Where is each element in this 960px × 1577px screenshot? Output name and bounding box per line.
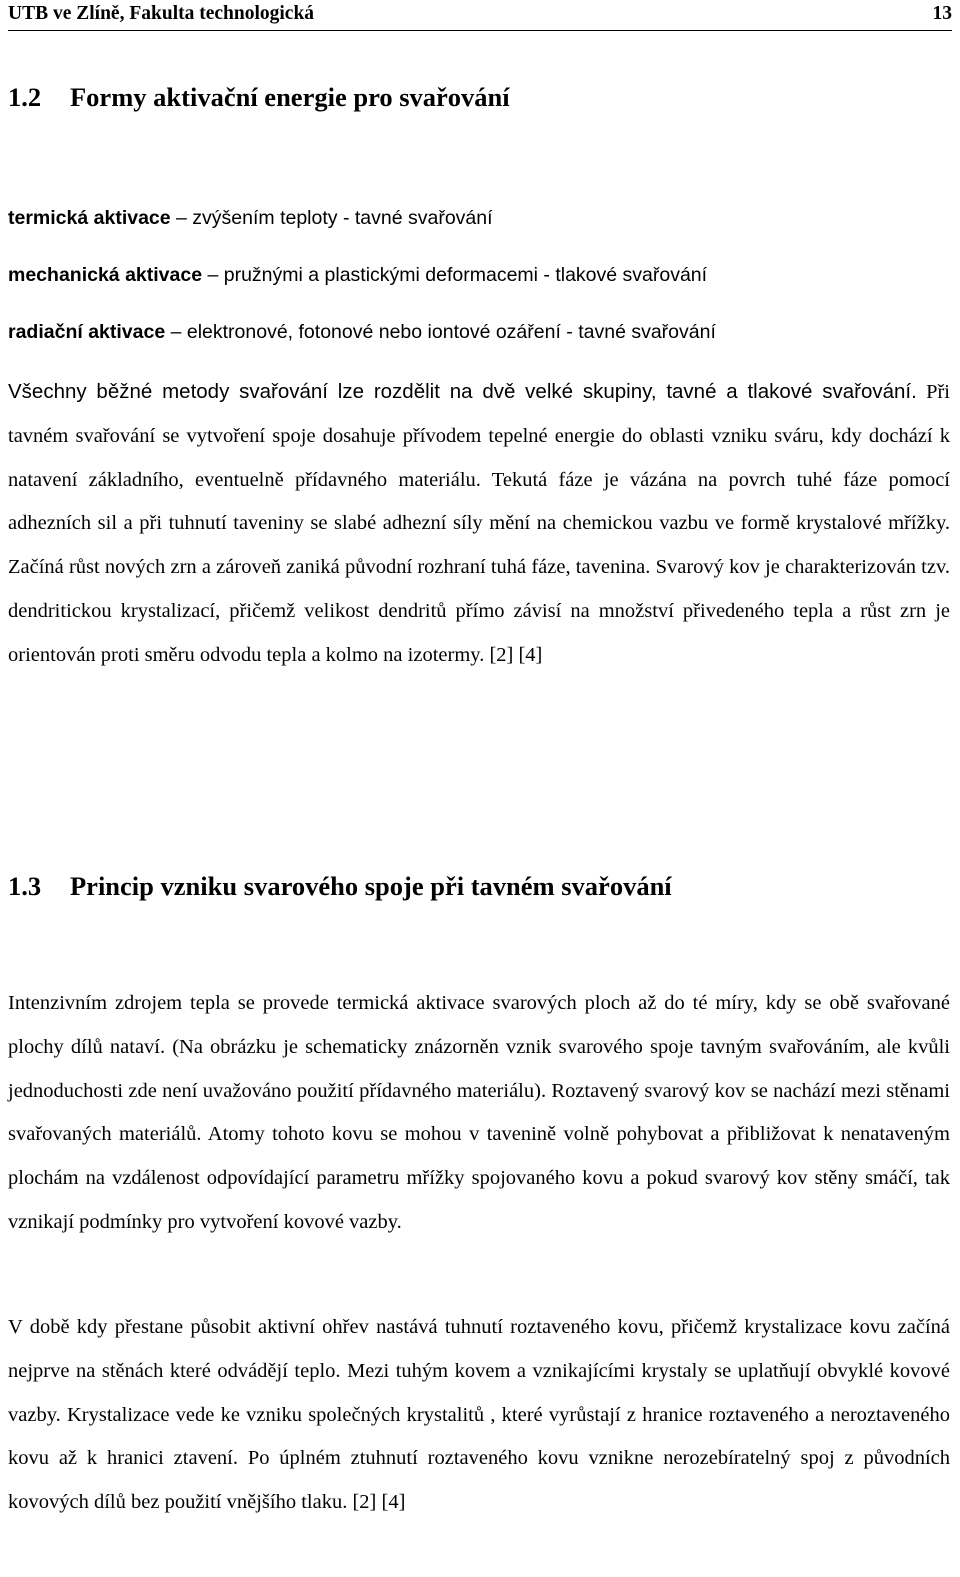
list-item	[8, 203, 948, 260]
paragraph-body: Při tavném svařování se vytvoření spoje dosahuje přívodem tepelné energie do oblasti vzniku sváru, kdy dochází k natavení základního, eventuelně přídavného materiálu. Tekutá fáze je vázána na povrch tuhé fáze pomocí adhezních sil a při tuhnutí taveniny se slabé adhezní síly mění na chemickou vazbu ve formě krystalové mřížky. Začíná růst nových zrn a zároveň zaniká původní rozhraní tuhá fáze, tavenina. Svarový kov je charakterizován tzv. dendritickou krystalizací, přičemž velikost dendritů přímo závisí na množství přivedeného tepla a růst zrn je orientován proti směru odvodu tepla a kolmo na izotermy.	[8, 381, 950, 666]
activation-term: termická aktivace	[8, 207, 171, 229]
list-item	[8, 317, 948, 374]
paragraph-welding-methods	[8, 370, 950, 678]
section-title: Princip vzniku svarového spoje při tavném svařování	[70, 871, 672, 901]
document-page	[8, 0, 952, 1577]
section-number: 1.3	[8, 871, 42, 901]
citation: [2] [4]	[347, 1491, 406, 1514]
section-heading-1-2	[8, 80, 510, 114]
section-number: 1.2	[8, 82, 42, 112]
citation: [2] [4]	[484, 643, 543, 666]
paragraph-lead: Všechny běžné metody svařování lze rozdělit na dvě velké skupiny, tavné a tlakové svařování.	[8, 380, 917, 403]
activation-description: – elektronové, fotonové nebo iontové ozáření - tavné svařování	[165, 321, 716, 343]
header-institution: UTB ve Zlíně, Fakultа technologická	[8, 3, 315, 24]
list-item	[8, 260, 948, 317]
paragraph-thermal-activation: Intenzivním zdrojem tepla se provede termická aktivace svarových ploch až do té míry, kdy se obě svařované plochy dílů nataví. (Na obrázku je schematicky znázorněn vznik svarového spoje tavným svařováním, ale kvůli jednoduchosti zde není uvažováno použití přídavného materiálu). Roztavený svarový kov se nachází mezi stěnami svařovaných materiálů. Atomy tohoto kovu se mohou v tavenině volně pohybovat a přibližovat k nenataveným plochám na vzdálenost odpovídající parametru mřížky spojovaného kovu a pokud svarový kov stěny smáčí, tak vznikají podmínky pro vytvoření kovové vazby.	[8, 992, 950, 1233]
section-title: Formy aktivační energie pro svařování	[70, 82, 510, 112]
running-header	[8, 0, 952, 31]
activation-description: – pružnými a plastickými deformacemi - tlakové svařování	[202, 264, 708, 286]
activation-description: – zvýšením teploty - tavné svařování	[170, 207, 493, 229]
activation-term: radiační aktivace	[8, 321, 166, 343]
section-heading-1-3	[8, 869, 672, 903]
page-number: 13	[932, 3, 952, 24]
paragraph-crystallization	[8, 1306, 950, 1525]
activation-term: mechanická aktivace	[8, 264, 203, 286]
paragraph-body: V době kdy přestane působit aktivní ohřev nastává tuhnutí roztaveného kovu, přičemž krystalizace kovu začíná nejprve na stěnách které odvádějí teplo. Mezi tuhým kovem a vznikajícími krystaly se uplatňují obvyklé kovové vazby. Krystalizace vede ke vzniku společných krystalitů , které vyrůstají z hranice roztaveného a neroztaveného kovu až k hranici ztavení. Po úplném ztuhnutí roztaveného kovu vznikne nerozebíratelný spoj z původních kovových dílů bez použití vnějšího tlaku.	[8, 1316, 950, 1514]
activation-list	[8, 203, 948, 374]
